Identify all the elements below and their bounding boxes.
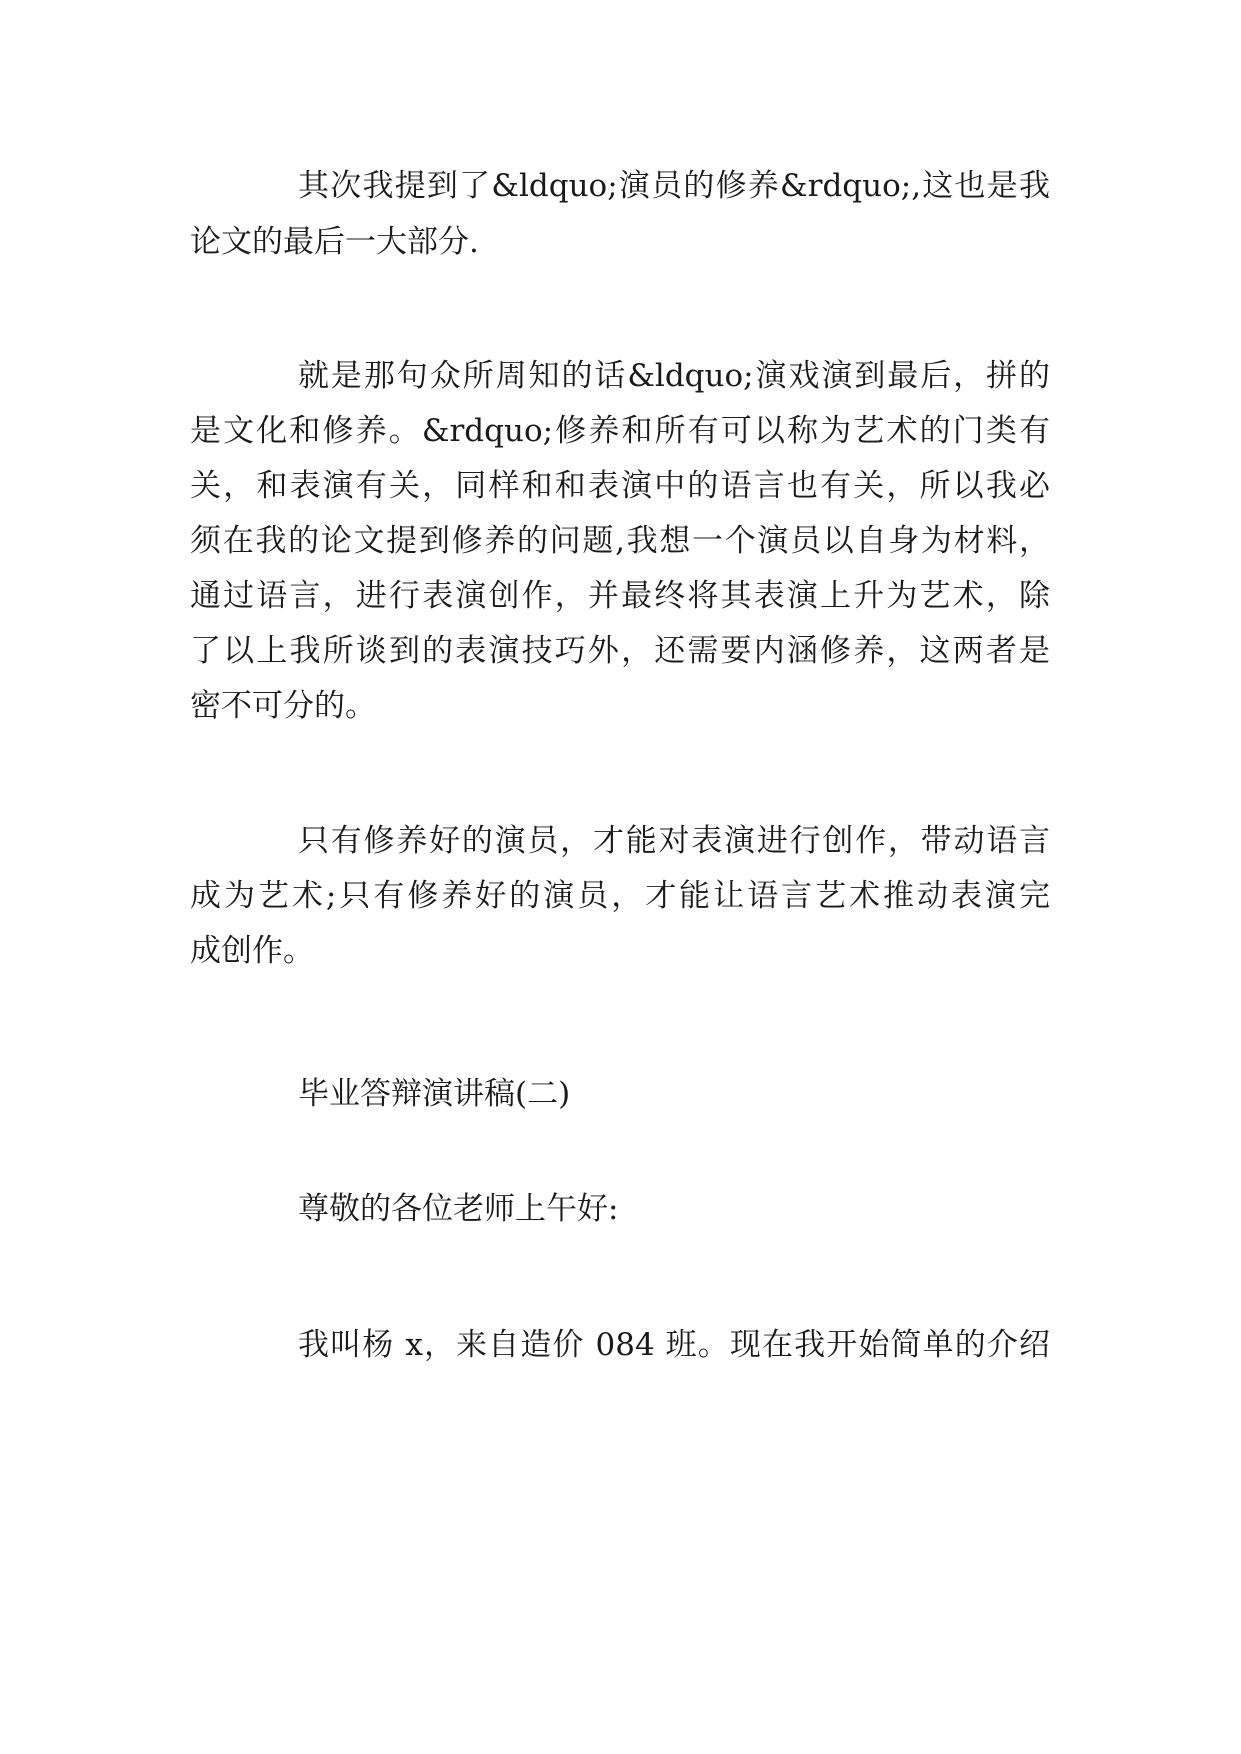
paragraph-2-line-7: 密不可分的。 <box>190 688 376 724</box>
paragraph-3-line-1: 只有修养好的演员，才能对表演进行创作，带动语言 <box>298 823 1050 859</box>
paragraph-2-line-5: 通过语言，进行表演创作，并最终将其表演上升为艺术，除 <box>190 578 1050 614</box>
paragraph-2-line-2: 是文化和修养。&rdquo;修养和所有可以称为艺术的门类有 <box>190 413 1050 449</box>
paragraph-2-line-3: 关，和表演有关，同样和和表演中的语言也有关，所以我必 <box>190 468 1050 504</box>
paragraph-1-line-2: 论文的最后一大部分. <box>190 224 479 260</box>
paragraph-2-line-6: 了以上我所谈到的表演技巧外，还需要内涵修养，这两者是 <box>190 633 1050 669</box>
intro-line: 我叫杨 x，来自造价 084 班。现在我开始简单的介绍 <box>298 1327 1050 1363</box>
paragraph-1-line-1: 其次我提到了&ldquo;演员的修养&rdquo;,这也是我 <box>298 168 1050 204</box>
paragraph-3-line-3: 成创作。 <box>190 933 314 969</box>
paragraph-2-line-1: 就是那句众所周知的话&ldquo;演戏演到最后，拼的 <box>298 358 1050 394</box>
paragraph-2-line-4: 须在我的论文提到修养的问题,我想一个演员以自身为材料， <box>190 523 1050 559</box>
salutation: 尊敬的各位老师上午好: <box>298 1191 619 1227</box>
section-heading: 毕业答辩演讲稿(二) <box>298 1076 571 1112</box>
paragraph-3-line-2: 成为艺术;只有修养好的演员，才能让语言艺术推动表演完 <box>190 878 1050 914</box>
